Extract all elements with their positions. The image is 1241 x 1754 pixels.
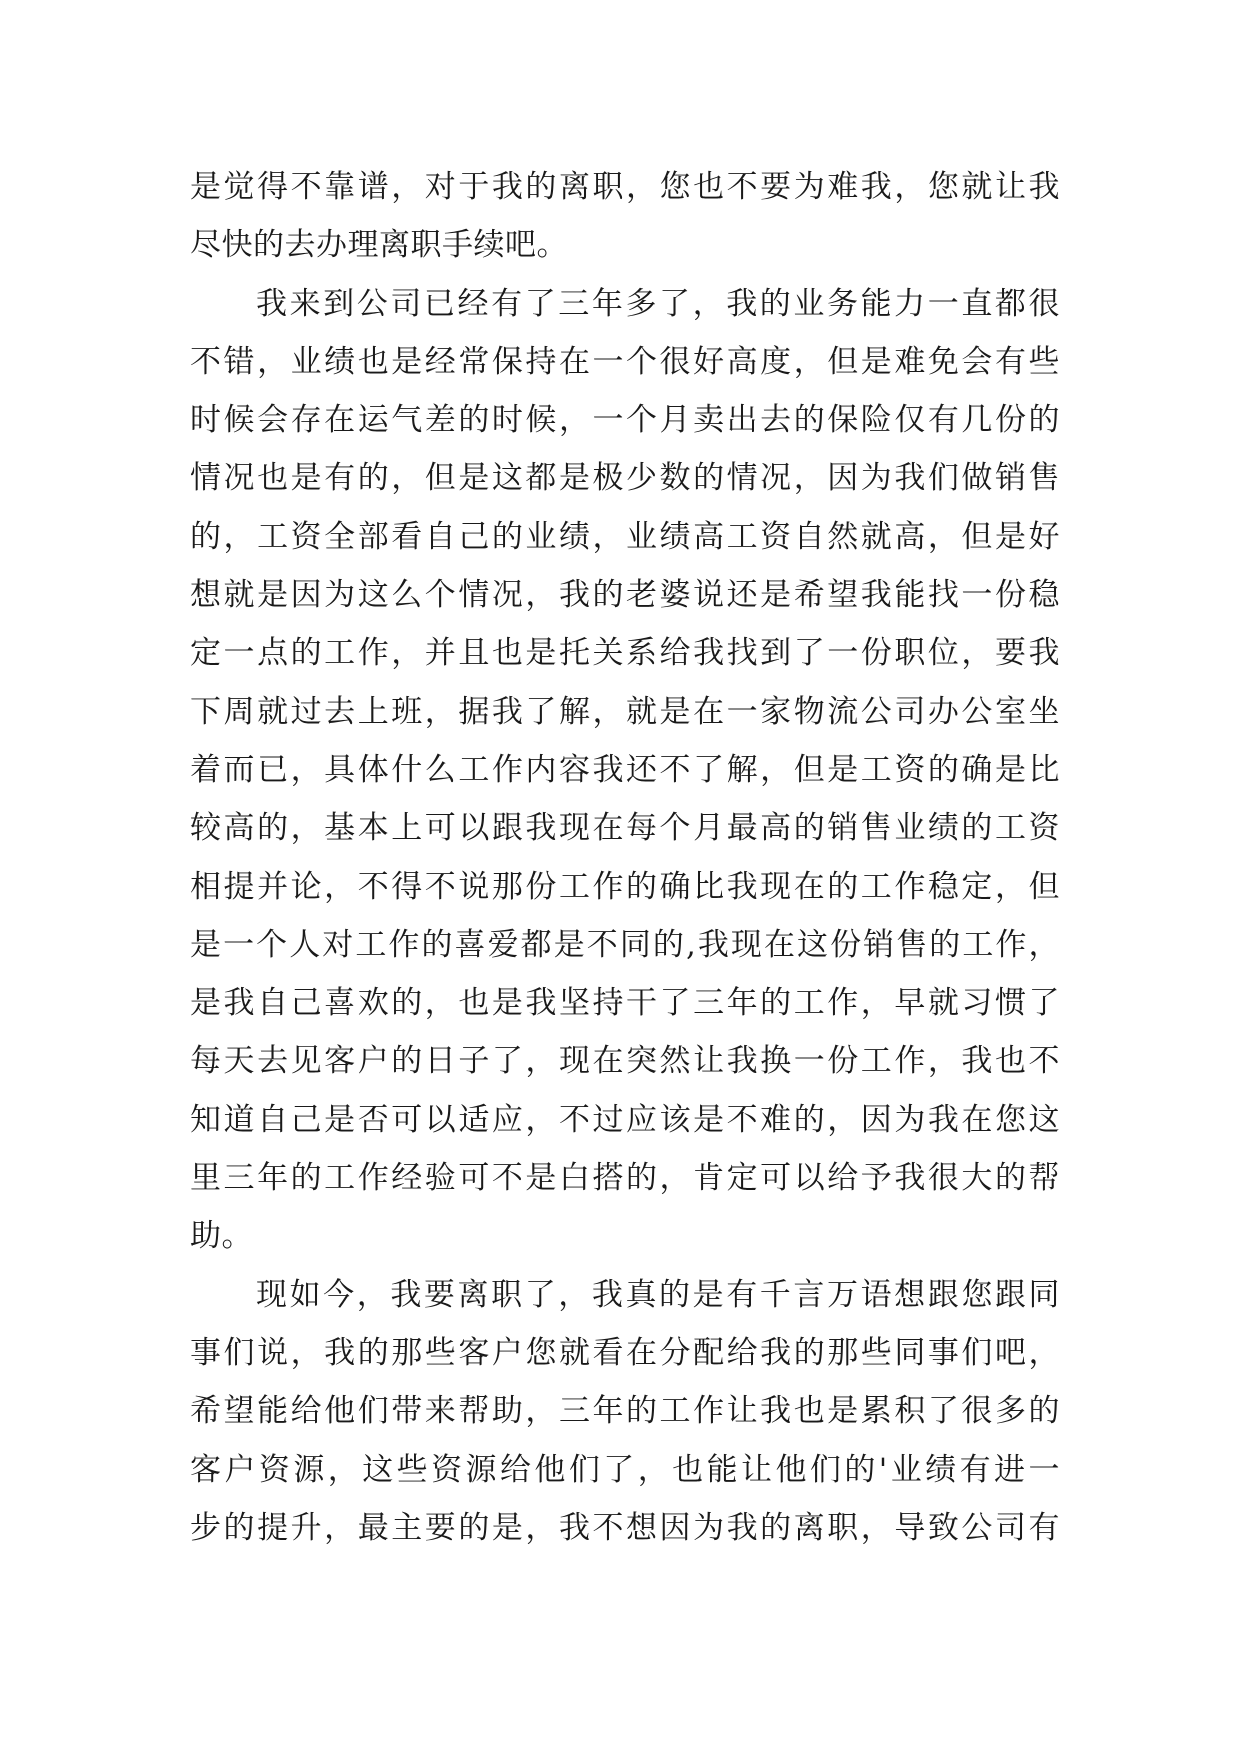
text-line: 着而已，具体什么工作内容我还不了解，但是工资的确是比: [190, 751, 1060, 788]
document-body: [190, 158, 1060, 1557]
text-line: 知道自己是否可以适应，不过应该是不难的，因为我在您这: [190, 1101, 1060, 1138]
text-line: 想就是因为这么个情况，我的老婆说还是希望我能找一份稳: [190, 577, 1060, 614]
text-line: 是觉得不靠谱，对于我的离职，您也不要为难我，您就让我: [190, 169, 1060, 205]
text-line: 现如今，我要离职了，我真的是有千言万语想跟您跟同: [256, 1276, 1060, 1313]
text-line: 的，工资全部看自己的业绩，业绩高工资自然就高，但是好: [190, 518, 1060, 555]
text-line: 不错，业绩也是经常保持在一个很好高度，但是难免会有些: [190, 343, 1060, 380]
text-line: 较高的，基本上可以跟我现在每个月最高的销售业绩的工资: [190, 810, 1060, 847]
text-line: 里三年的工作经验可不是白搭的，肯定可以给予我很大的帮: [190, 1160, 1060, 1197]
text-line: 每天去见客户的日子了，现在突然让我换一份工作，我也不: [190, 1043, 1060, 1080]
text-line: 情况也是有的，但是这都是极少数的情况，因为我们做销售: [190, 460, 1060, 497]
text-line: 客户资源，这些资源给他们了，也能让他们的'业绩有进一: [190, 1451, 1060, 1488]
text-line: 定一点的工作，并且也是托关系给我找到了一份职位，要我: [190, 635, 1060, 672]
text-line: 助。: [190, 1218, 253, 1255]
text-line: 尽快的去办理离职手续吧。: [190, 227, 568, 264]
text-line: 下周就过去上班，据我了解，就是在一家物流公司办公室坐: [190, 693, 1060, 730]
paragraph-3: [190, 1266, 1060, 1557]
text-line: 希望能给他们带来帮助，三年的工作让我也是累积了很多的: [190, 1393, 1060, 1430]
text-line: 我来到公司已经有了三年多了，我的业务能力一直都很: [256, 285, 1060, 322]
text-line: 是我自己喜欢的，也是我坚持干了三年的工作，早就习惯了: [190, 985, 1060, 1022]
paragraph-1: [190, 158, 1060, 275]
text-line: 步的提升，最主要的是，我不想因为我的离职，导致公司有: [190, 1509, 1060, 1546]
text-line: 事们说，我的那些客户您就看在分配给我的那些同事们吧，: [190, 1334, 1060, 1371]
text-line: 时候会存在运气差的时候，一个月卖出去的保险仅有几份的: [190, 402, 1060, 439]
paragraph-2: [190, 275, 1060, 1266]
text-line: 是一个人对工作的喜爱都是不同的,我现在这份销售的工作，: [190, 926, 1060, 963]
text-line: 相提并论，不得不说那份工作的确比我现在的工作稳定，但: [190, 868, 1060, 905]
